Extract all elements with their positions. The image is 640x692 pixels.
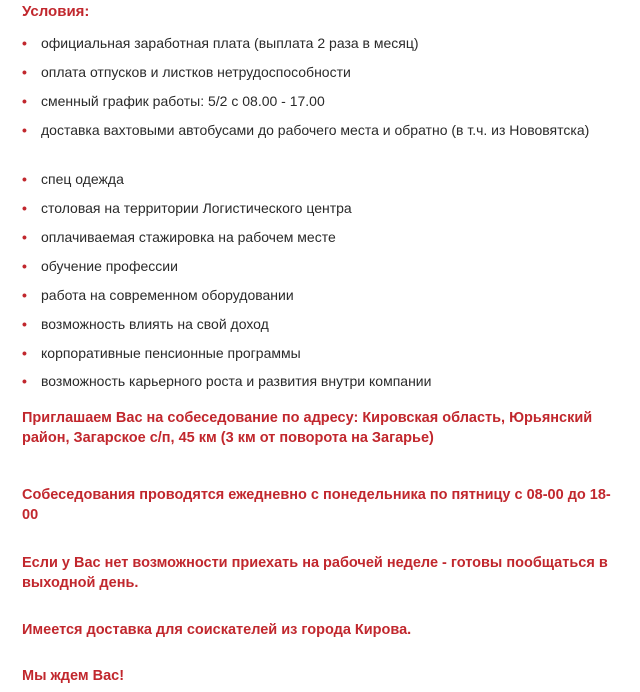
bullet-icon: •: [22, 200, 27, 216]
bullet-icon: •: [22, 64, 27, 80]
bullet-icon: •: [22, 316, 27, 332]
bullet-icon: •: [22, 229, 27, 245]
bullet-icon: •: [22, 345, 27, 361]
conditions-heading: Условия:: [22, 3, 90, 20]
delivery-paragraph: Имеется доставка для соискателей из города Кирова.: [22, 622, 412, 638]
bullet-icon: •: [22, 171, 27, 187]
list-item-text: спец одежда: [41, 171, 124, 187]
bullet-icon: •: [22, 258, 27, 274]
list-item-text: столовая на территории Логистического центра: [41, 200, 352, 216]
list-item-text: официальная заработная плата (выплата 2 раза в месяц): [41, 35, 419, 51]
list-item-text: возможность влиять на свой доход: [41, 316, 269, 332]
weekend-option-paragraph: Если у Вас нет возможности приехать на рабочей неделе - готовы пообщаться в выходной день.: [22, 555, 608, 591]
closing-paragraph: Мы ждем Вас!: [22, 668, 125, 684]
bullet-icon: •: [22, 122, 27, 138]
list-item-text: оплачиваемая стажировка на рабочем месте: [41, 229, 336, 245]
list-item-text: возможность карьерного роста и развития внутри компании: [41, 373, 432, 389]
bullet-icon: •: [22, 93, 27, 109]
list-item-text: работа на современном оборудовании: [41, 287, 294, 303]
list-item-text: обучение профессии: [41, 258, 178, 274]
list-item-text: оплата отпусков и листков нетрудоспособности: [41, 64, 351, 80]
bullet-icon: •: [22, 287, 27, 303]
interview-address-paragraph: Приглашаем Вас на собеседование по адресу: Кировская область, Юрьянский район, Загарское с/п, 45 км (3 км от поворота на Загарье): [22, 410, 593, 446]
bullet-icon: •: [22, 373, 27, 389]
list-item-text: доставка вахтовыми автобусами до рабочего места и обратно (в т.ч. из Нововятска): [41, 122, 590, 138]
interview-schedule-paragraph: Собеседования проводятся ежедневно с понедельника по пятницу с 08-00 до 18-00: [22, 487, 611, 523]
list-item-text: сменный график работы: 5/2 с 08.00 - 17.00: [41, 93, 325, 109]
bullet-icon: •: [22, 35, 27, 51]
list-item-text: корпоративные пенсионные программы: [41, 345, 301, 361]
